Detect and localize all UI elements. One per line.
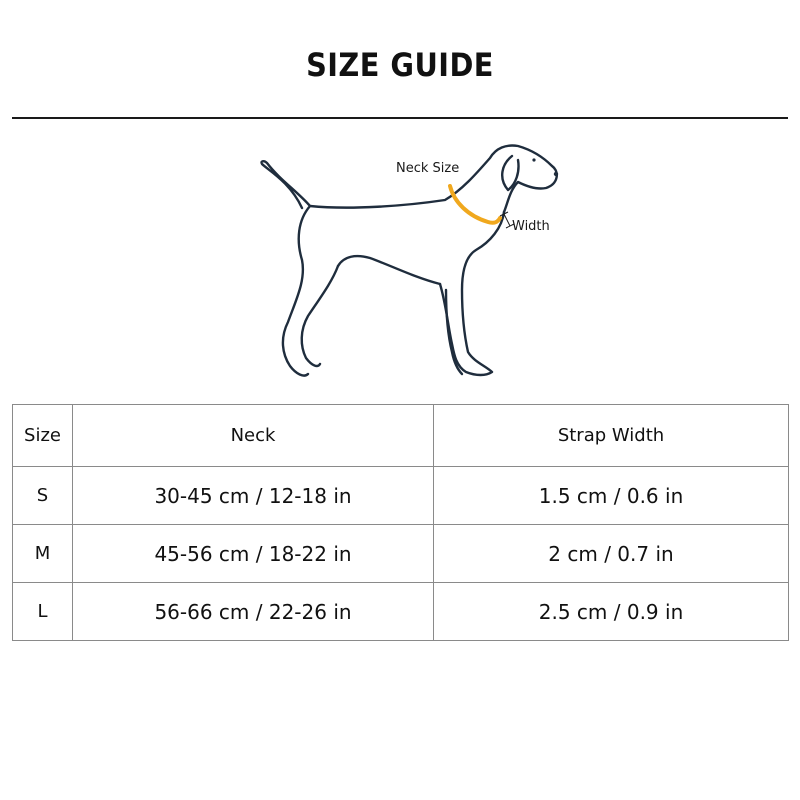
dog-rear-leg-inner <box>302 266 338 366</box>
size-table <box>12 404 789 641</box>
dog-diagram <box>240 130 580 390</box>
header-size: Size <box>13 405 73 467</box>
size-cell: S <box>13 467 73 525</box>
size-cell: M <box>13 525 73 583</box>
width-label: Width <box>512 219 550 234</box>
dog-eye <box>532 158 535 161</box>
neck-size-label: Neck Size <box>396 161 460 176</box>
size-cell: L <box>13 583 73 641</box>
neck-cell: 56-66 cm / 22-26 in <box>73 583 434 641</box>
strap-width-cell: 2.5 cm / 0.9 in <box>434 583 789 641</box>
table-row <box>13 525 789 583</box>
dog-outline-illustration <box>240 130 580 390</box>
header-strap-width: Strap Width <box>434 405 789 467</box>
strap-width-cell: 2 cm / 0.7 in <box>434 525 789 583</box>
dog-front-leg-inner <box>446 290 462 374</box>
neck-cell: 45-56 cm / 18-22 in <box>73 525 434 583</box>
dog-front-leg <box>440 212 504 375</box>
dog-back-head <box>310 146 557 213</box>
dog-outline <box>261 146 556 376</box>
page-title: SIZE GUIDE <box>306 46 494 84</box>
table-row <box>13 467 789 525</box>
table-row <box>13 583 789 641</box>
dog-tail <box>261 161 310 208</box>
dog-nose <box>554 172 558 176</box>
dog-belly <box>338 256 440 284</box>
header-neck: Neck <box>73 405 434 467</box>
neck-cell: 30-45 cm / 12-18 in <box>73 467 434 525</box>
strap-width-cell: 1.5 cm / 0.6 in <box>434 467 789 525</box>
title-divider <box>12 117 788 119</box>
dog-rear-leg <box>283 206 310 376</box>
table-header-row <box>13 405 789 467</box>
